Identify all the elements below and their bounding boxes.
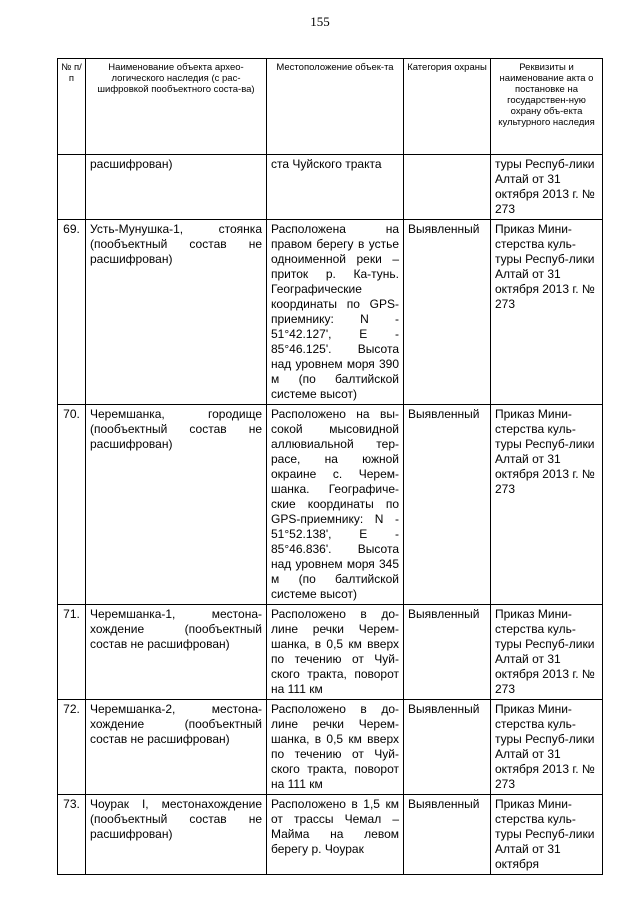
row-category xyxy=(404,155,491,220)
row-location: Расположена на правом берегу в устье одноименной реки – приток р. Ка-тунь. Географические координаты по GPS-приемнику: N - 51°42.127', E - 85°46.125'. Высота над уровнем моря 390 м (по балтийской системе высот) xyxy=(267,220,404,405)
row-category: Выявленный xyxy=(404,220,491,405)
row-name: Усть-Мунушка-1, стоянка (пообъектный состав не расшифрован) xyxy=(86,220,267,405)
row-category: Выявленный xyxy=(404,795,491,875)
row-location: Расположено в 1,5 км от трассы Чемал – Майма на левом берегу р. Чоурак xyxy=(267,795,404,875)
row-num: 69. xyxy=(58,220,86,405)
row-location: Расположено в до-лине речки Черем-шанка, в 0,5 км вверх по течению от Чуй-ского тракта, поворот на 111 км xyxy=(267,605,404,700)
table-row xyxy=(58,795,603,875)
row-category: Выявленный xyxy=(404,605,491,700)
row-name: Чоурак I, местонахождение (пообъектный состав не расшифрован) xyxy=(86,795,267,875)
row-num: 72. xyxy=(58,700,86,795)
row-requisites: Приказ Мини-стерства куль-туры Респуб-лики Алтай от 31 октября 2013 г. № 273 xyxy=(491,405,603,605)
table-header-row xyxy=(58,59,603,155)
row-num: 73. xyxy=(58,795,86,875)
row-name: расшифрован) xyxy=(86,155,267,220)
row-location: ста Чуйского тракта xyxy=(267,155,404,220)
row-name: Черемшанка-1, местона-хождение (пообъектный состав не расшифрован) xyxy=(86,605,267,700)
header-name: Наименование объекта архео-логического наследия (с рас-шифровкой пообъектного соста-ва) xyxy=(86,59,267,155)
table-row xyxy=(58,605,603,700)
row-name: Черемшанка-2, местона-хождение (пообъектный состав не расшифрован) xyxy=(86,700,267,795)
table-row xyxy=(58,155,603,220)
header-category: Категория охраны xyxy=(404,59,491,155)
row-category: Выявленный xyxy=(404,405,491,605)
table-row xyxy=(58,220,603,405)
row-requisites: Приказ Мини-стерства куль-туры Респуб-лики Алтай от 31 октября 2013 г. № 273 xyxy=(491,220,603,405)
table-row xyxy=(58,405,603,605)
row-requisites: Приказ Мини-стерства куль-туры Респуб-лики Алтай от 31 октября 2013 г. № 273 xyxy=(491,700,603,795)
row-category: Выявленный xyxy=(404,700,491,795)
header-requisites: Реквизиты и наименование акта о постановке на государствен-ную охрану объ-екта культурного наследия xyxy=(491,59,603,155)
row-num: 70. xyxy=(58,405,86,605)
header-num: № п/п xyxy=(58,59,86,155)
row-name: Черемшанка, городище (пообъектный состав не расшифрован) xyxy=(86,405,267,605)
row-num xyxy=(58,155,86,220)
row-location: Расположено в до-лине речки Черем-шанка, в 0,5 км вверх по течению от Чуй-ского тракта, поворот на 111 км xyxy=(267,700,404,795)
row-requisites: Приказ Мини-стерства куль-туры Респуб-лики Алтай от 31 октября 2013 г. № 273 xyxy=(491,605,603,700)
table-row xyxy=(58,700,603,795)
heritage-registry-table xyxy=(57,58,603,875)
page-number: 155 xyxy=(310,14,330,29)
row-location: Расположено на вы-сокой мысовидной аллювиальной тер-расе, на южной окраине с. Черем-шанка. Географиче-ские координаты по GPS-приемнику: N - 51°52.138', E - 85°46.836'. Высота над уровнем моря 345 м (по балтийской системе высот) xyxy=(267,405,404,605)
row-num: 71. xyxy=(58,605,86,700)
header-location: Местоположение объек-та xyxy=(267,59,404,155)
row-requisites: Приказ Мини-стерства куль-туры Респуб-лики Алтай от 31 октября xyxy=(491,795,603,875)
row-requisites: туры Респуб-лики Алтай от 31 октября 2013 г. № 273 xyxy=(491,155,603,220)
